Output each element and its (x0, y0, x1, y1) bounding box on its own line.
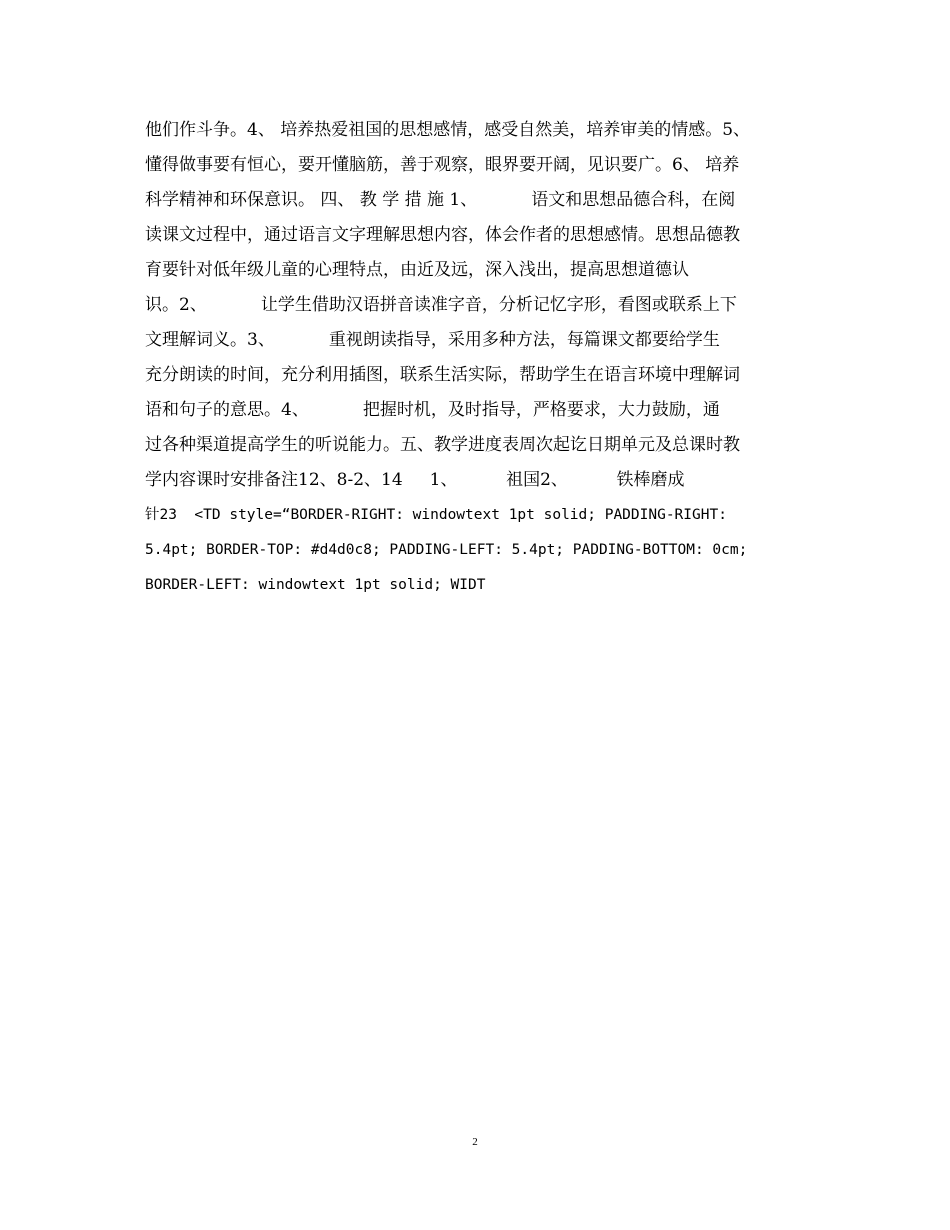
text-line: 识。2、 让学生借助汉语拼音读准字音，分析记忆字形，看图或联系上下 (145, 295, 737, 315)
text-line: 学内容课时安排备注12、8-2、14 1、 祖国2、 铁棒磨成 (145, 470, 685, 490)
text-line: 语和句子的意思。4、 把握时机，及时指导，严格要求，大力鼓励，通 (145, 400, 720, 420)
page-number: 2 (472, 1136, 478, 1148)
text-line-code: BORDER-LEFT: windowtext 1pt solid; WIDT (145, 577, 486, 593)
body-text (145, 113, 810, 603)
text-line: 读课文过程中，通过语言文字理解思想内容，体会作者的思想感情。思想品德教 (145, 225, 740, 245)
text-line: 懂得做事要有恒心，要开懂脑筋，善于观察，眼界要开阔，见识要广。6、 培养 (145, 155, 740, 175)
text-line-code: 针23 <TD style=“BORDER-RIGHT: windowtext 1pt solid; PADDING-RIGHT: (145, 507, 727, 523)
text-line: 过各种渠道提高学生的听说能力。五、教学进度表周次起讫日期单元及总课时教 (145, 435, 740, 455)
text-line: 充分朗读的时间，充分利用插图，联系生活实际，帮助学生在语言环境中理解词 (145, 365, 740, 385)
text-line-code: 5.4pt; BORDER-TOP: #d4d0c8; PADDING-LEFT: 5.4pt; PADDING-BOTTOM: 0cm; (145, 542, 748, 558)
text-line: 他们作斗争。4、 培养热爱祖国的思想感情，感受自然美，培养审美的情感。5、 (145, 120, 751, 140)
text-line: 文理解词义。3、 重视朗读指导，采用多种方法，每篇课文都要给学生 (145, 330, 720, 350)
text-line: 育要针对低年级儿童的心理特点，由近及远，深入浅出，提高思想道德认 (145, 260, 689, 280)
text-line: 科学精神和环保意识。 四、 教 学 措 施 1、 语文和思想品德合科，在阅 (145, 190, 736, 210)
